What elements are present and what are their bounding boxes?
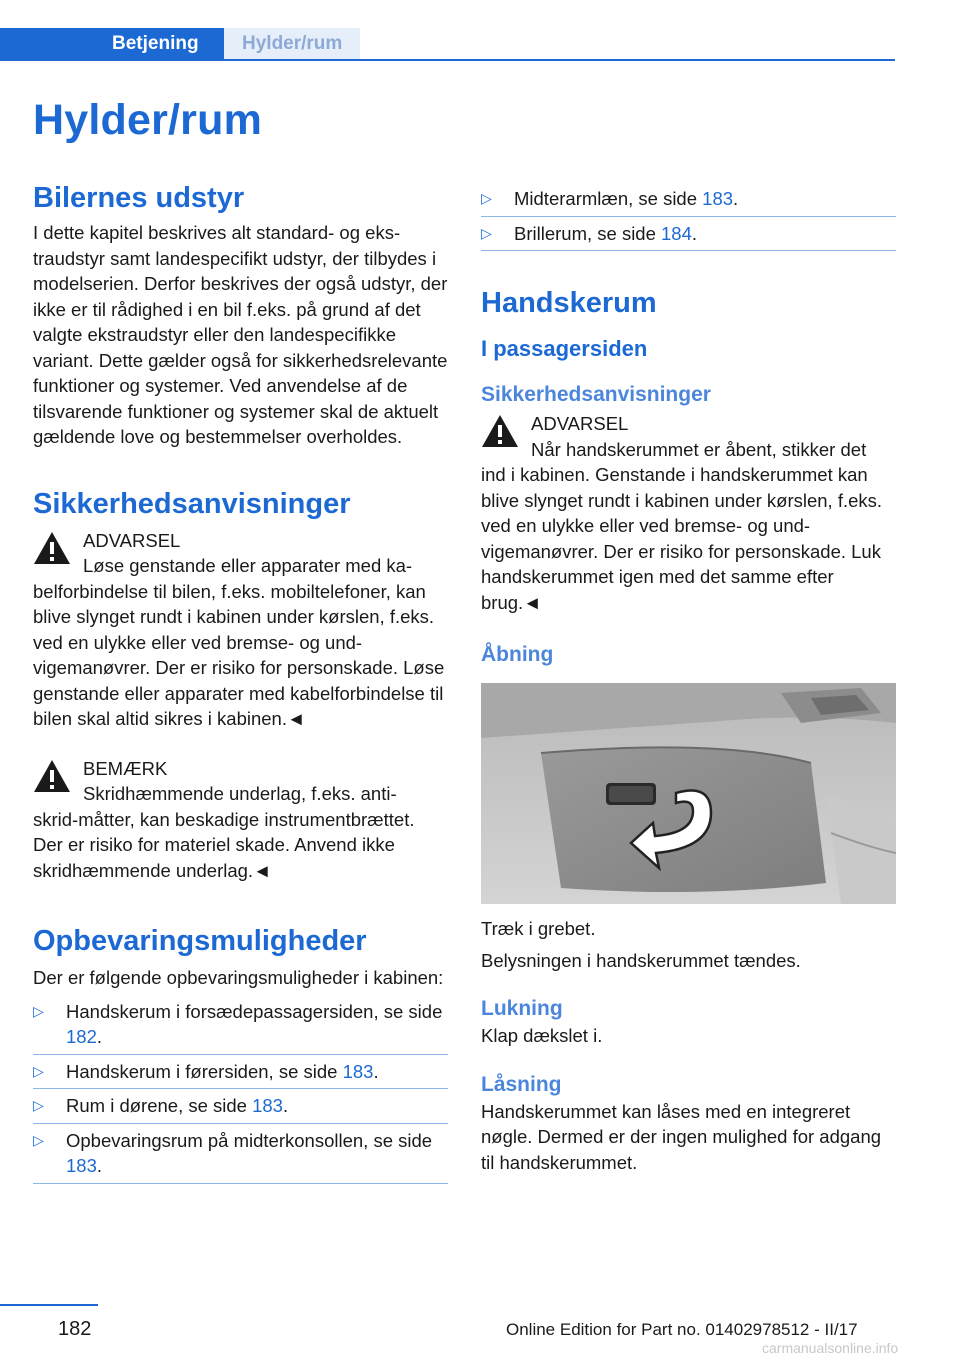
storage-list-continued	[481, 180, 896, 251]
watermark: carmanualsonline.info	[762, 1340, 899, 1356]
storage-intro: Der er følgende opbevaringsmuligheder i kabinen:	[33, 967, 444, 988]
warning-label: ADVARSEL	[531, 413, 629, 434]
warning-glovebox-open	[481, 411, 896, 615]
notice-label: BEMÆRK	[83, 757, 168, 779]
notice-text: skrid-måtter, kan beskadige instrumentbrættet. Der er risiko for materiel skade. Anvend ikke skridhæmmende underlag.◄	[33, 808, 415, 881]
list-item: ▷ Handskerum i førersiden, se side 183.	[33, 1055, 448, 1090]
warning-text: belforbindelse til bilen, f.eks. mobiltelefoner, kan blive slynget rundt i kabinen under kørslen, f.eks. ved en ulykke eller ved bremse- og undvigemanøvrer. Der er risiko for personskade. Løse genstande eller apparater med kabelforbindelse til bilen skal altid sikres i kabinen.◄	[33, 580, 445, 729]
list-item: ▷ Handskerum i forsædepassagersiden, se side 182.	[33, 995, 448, 1055]
list-item: ▷ Brillerum, se side 184.	[481, 217, 896, 252]
heading-lukning: Lukning	[481, 997, 563, 1020]
triangle-bullet-icon: ▷	[481, 190, 492, 206]
tab-hylder-rum[interactable]: Hylder/rum	[224, 28, 360, 61]
warning-triangle-icon	[33, 531, 71, 565]
heading-lasning: Låsning	[481, 1072, 562, 1096]
warning-triangle-icon	[481, 414, 519, 448]
heading-i-passagersiden: I passagersiden	[481, 336, 648, 361]
heading-sikkerhedsanvisninger-right: Sikkerhedsanvisninger	[481, 383, 711, 406]
header-rule	[0, 59, 895, 61]
notice-first-line: Skridhæmmende underlag, f.eks. anti-	[83, 783, 397, 804]
warning-first-line: Løse genstande eller apparater med ka-	[83, 555, 413, 576]
list-item: ▷ Opbevaringsrum på midterkonsollen, se side 183.	[33, 1124, 448, 1184]
glovebox-photo	[481, 683, 896, 904]
warning-text: ind i kabinen. Genstande i handskerummet kan blive slynget rundt i kabinen under kørslen, f.eks. ved en ulykke eller ved bremse- og undvigemanøvrer. Der er risiko for personskade. Luk handskerummet igen med det samme efter brug.◄	[481, 464, 883, 613]
closing-text: Klap dækslet i.	[481, 1025, 603, 1046]
triangle-bullet-icon: ▷	[481, 224, 492, 241]
header-tabbar	[0, 28, 895, 61]
glovebox-illustration	[481, 683, 896, 904]
page-link[interactable]: 183	[702, 188, 734, 209]
list-item: ▷ Rum i dørene, se side 183.	[33, 1089, 448, 1124]
heading-sikkerhedsanvisninger: Sikkerhedsanvisninger	[33, 487, 351, 520]
opening-text-2: Belysningen i handskerummet tændes.	[481, 949, 801, 971]
left-column	[33, 180, 448, 1184]
warning-triangle-icon	[33, 759, 71, 793]
tab-betjening[interactable]: Betjening	[0, 28, 224, 61]
page-link[interactable]: 184	[661, 222, 692, 244]
heading-handskerum: Handskerum	[481, 287, 657, 319]
footer-rule	[0, 1304, 98, 1306]
heading-opbevaringsmuligheder: Opbevaringsmuligheder	[33, 925, 367, 957]
page-link[interactable]: 183	[342, 1060, 374, 1082]
warning-loose-objects	[33, 528, 448, 732]
triangle-bullet-icon: ▷	[33, 1131, 44, 1148]
locking-text: Handskerummet kan låses med en integreret nøgle. Dermed er der ingen mulighed for adgang til handskerummet.	[481, 1100, 882, 1173]
page-number: 182	[58, 1318, 92, 1340]
storage-list	[33, 995, 448, 1184]
heading-bilernes-udstyr: Bilernes udstyr	[33, 182, 245, 214]
triangle-bullet-icon: ▷	[33, 1097, 44, 1113]
warning-label: ADVARSEL	[83, 529, 181, 551]
warning-first-line: Når handskerummet er åbent, stikker det	[531, 438, 867, 460]
edition-label: Online Edition for Part no. 01402978512 - II/17	[506, 1320, 858, 1339]
page-link[interactable]: 182	[66, 1026, 97, 1047]
heading-abning: Åbning	[481, 643, 554, 666]
equipment-text: I dette kapitel beskrives alt standard- og ekstraudstyr samt landespecifikt udstyr, der tilbydes i modelserien. Derfor beskrives der også udstyr, der ikke er til rådighed i en bil f.eks. på grund af det valgte ekstraudstyr eller den landespecifikke variant. Dette gælder også for sikkerhedsrelevante funktioner og systemer. Ved anvendelse af de tilsvarende funktioner og systemer skal de aktuelt gældende love og bestemmelser overholdes.	[33, 222, 448, 447]
notice-anti-slip	[33, 756, 448, 884]
page-title: Hylder/rum	[33, 96, 263, 144]
triangle-bullet-icon: ▷	[33, 1062, 44, 1079]
right-column	[481, 180, 896, 1175]
list-item: ▷ Midterarmlæn, se side 183.	[481, 180, 896, 217]
page-link[interactable]: 183	[252, 1095, 283, 1116]
opening-text-1: Træk i grebet.	[481, 918, 596, 939]
page-link[interactable]: 183	[66, 1155, 97, 1176]
triangle-bullet-icon: ▷	[33, 1002, 44, 1019]
